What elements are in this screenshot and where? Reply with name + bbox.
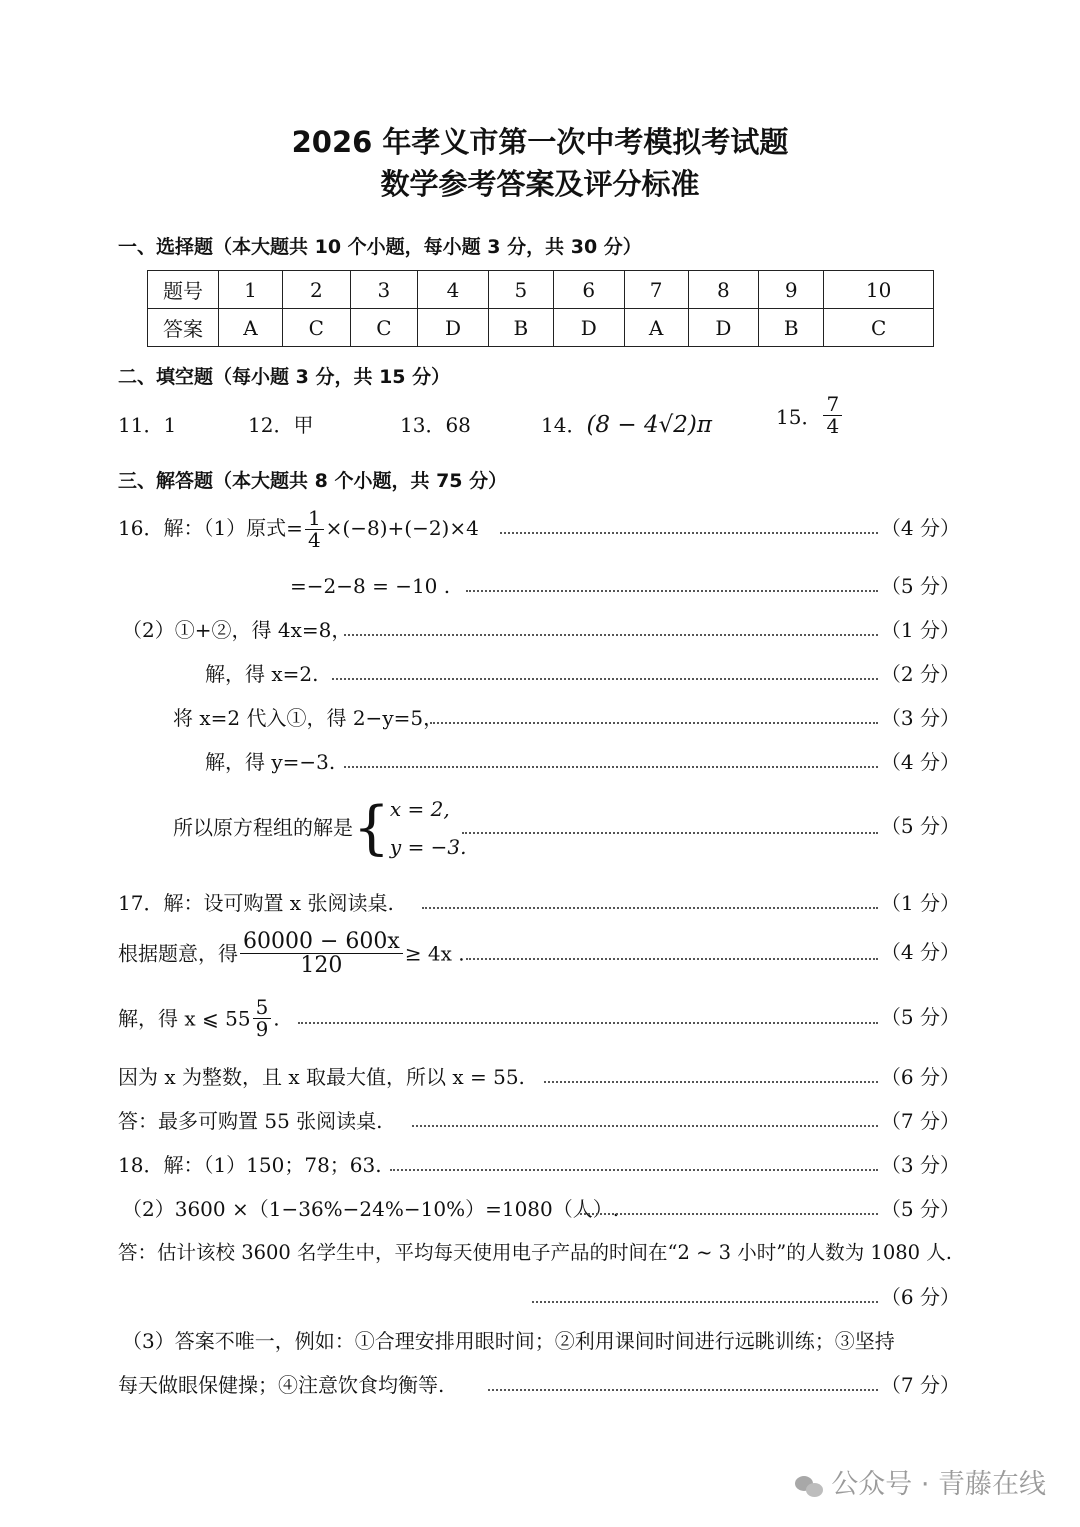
- answer-q12: 12．甲: [248, 413, 314, 437]
- page-subtitle: 数学参考答案及评分标准: [380, 167, 700, 201]
- table-cell: 5: [488, 271, 553, 309]
- score-label: （3 分）: [880, 1153, 960, 1177]
- solution-y: y = −3.: [389, 834, 467, 859]
- q17-line4-content: 因为 x 为整数，且 x 取最大值，所以 x = 55.: [118, 1065, 525, 1089]
- q18-line2-content: （2）3600 ×（1−36%−24%−10%）=1080（人）.: [122, 1197, 620, 1221]
- fraction-numerator: 1: [305, 508, 324, 530]
- page-title: 2026 年孝义市第一次中考模拟考试题: [291, 125, 789, 159]
- q18-line6-content: 每天做眼保健操；④注意饮食均衡等.: [118, 1373, 445, 1397]
- table-cell: B: [759, 309, 824, 347]
- score-label: （2 分）: [880, 662, 960, 686]
- leader-dots: [344, 766, 878, 768]
- solution-x: x = 2,: [389, 796, 450, 821]
- table-cell: 1: [219, 271, 283, 309]
- table-cell: 7: [624, 271, 688, 309]
- q16-line7: [0, 788, 1080, 864]
- q16-line3: [0, 612, 1080, 648]
- table-cell: 10: [824, 271, 934, 309]
- table-cell: C: [350, 309, 418, 347]
- q17-line3-content: [118, 988, 280, 1048]
- table-cell: 2: [283, 271, 351, 309]
- q18-line1-content: 18．解：（1）150；78；63.: [118, 1153, 382, 1177]
- table-cell: A: [624, 309, 688, 347]
- q16-line6: [0, 744, 1080, 780]
- section2-heading: 二、填空题（每小题 3 分，共 15 分）: [118, 366, 451, 388]
- q18-line1: [0, 1147, 1080, 1183]
- q18-line2: [0, 1191, 1080, 1227]
- q18-line5: [0, 1323, 1080, 1359]
- row-header-no: 题号: [148, 271, 219, 309]
- q17-line2: [0, 920, 1080, 984]
- fraction-denominator: 120: [300, 953, 343, 978]
- leader-dots: [390, 1169, 878, 1171]
- table-cell: 3: [350, 271, 418, 309]
- q16-line5-content: 将 x=2 代入①，得 2−y=5，: [173, 706, 444, 730]
- q16-line7-prefix: 所以原方程组的解是: [173, 815, 353, 840]
- leader-dots: [532, 1301, 878, 1303]
- score-label: （5 分）: [880, 1005, 960, 1029]
- q16-line4: [0, 656, 1080, 692]
- section3-heading: 三、解答题（本大题共 8 个小题，共 75 分）: [118, 470, 508, 492]
- q16-line1-prefix: 16．解：（1）原式=: [118, 516, 303, 540]
- leader-dots: [422, 907, 878, 909]
- q16-line5: [0, 700, 1080, 736]
- q18-line6: [0, 1367, 1080, 1403]
- q15-label: 15．: [776, 405, 822, 429]
- fraction-numerator: 5: [253, 997, 272, 1019]
- score-label: （4 分）: [880, 940, 960, 964]
- score-label: （7 分）: [880, 1373, 960, 1397]
- table-cell: B: [488, 309, 553, 347]
- q16-line1-content: [118, 506, 479, 551]
- score-label: （6 分）: [880, 1065, 960, 1089]
- section1-heading: 一、选择题（本大题共 10 个小题，每小题 3 分，共 30 分）: [118, 236, 642, 258]
- score-label: （4 分）: [880, 750, 960, 774]
- table-row-numbers: [148, 271, 934, 309]
- answer-q15: [776, 394, 844, 437]
- q17-line1-content: 17．解：设可购置 x 张阅读桌.: [118, 891, 394, 915]
- table-cell: C: [283, 309, 351, 347]
- score-label: （1 分）: [880, 891, 960, 915]
- score-label: （5 分）: [880, 1197, 960, 1221]
- table-cell: 6: [553, 271, 624, 309]
- table-cell: 8: [688, 271, 759, 309]
- table-cell: D: [553, 309, 624, 347]
- table-cell: 4: [418, 271, 489, 309]
- equation-system: [390, 790, 467, 866]
- q17-line2-suffix: ≥ 4x .: [404, 941, 465, 966]
- q16-fraction: [305, 508, 324, 551]
- q16-line1: [0, 506, 1080, 550]
- score-label: （6 分）: [880, 1285, 960, 1309]
- q17-line5-content: 答：最多可购置 55 张阅读桌.: [118, 1109, 383, 1133]
- q16-line6-content: 解，得 y=−3.: [205, 750, 336, 774]
- q17-line5: [0, 1103, 1080, 1139]
- leader-dots: [298, 1022, 878, 1024]
- score-label: （4 分）: [880, 516, 960, 540]
- q18-line4: [0, 1279, 1080, 1315]
- q16-line1-suffix: ×(−8)+(−2)×4: [325, 516, 479, 540]
- q17-line4: [0, 1059, 1080, 1095]
- q17-line1: [0, 885, 1080, 921]
- watermark-text: 公众号 · 青藤在线: [831, 1469, 1046, 1500]
- q16-line3-content: （2）①+②，得 4x=8，: [122, 618, 352, 642]
- q17-line2-content: [118, 920, 465, 986]
- table-cell: 9: [759, 271, 824, 309]
- q18-line3-content: 答：估计该校 3600 名学生中，平均每天使用电子产品的时间在“2 ~ 3 小时”的人数为 1080 人.: [118, 1241, 952, 1264]
- leader-dots: [344, 634, 878, 636]
- answer-table: [147, 270, 934, 347]
- wechat-icon: [795, 1474, 825, 1498]
- brace-icon: {: [353, 793, 390, 862]
- leader-dots: [466, 590, 878, 592]
- q16-line7-content: [173, 788, 467, 866]
- answer-q11: 11．1: [118, 413, 177, 437]
- q16-line4-content: 解，得 x=2.: [205, 662, 319, 686]
- leader-dots: [412, 1125, 878, 1127]
- watermark: [795, 1462, 1046, 1501]
- q14-label: 14．: [541, 413, 587, 437]
- score-label: （5 分）: [880, 814, 960, 838]
- q18-line3: [0, 1235, 1080, 1271]
- fraction-numerator: 7: [823, 394, 842, 416]
- table-cell: D: [418, 309, 489, 347]
- score-label: （1 分）: [880, 618, 960, 642]
- score-label: （3 分）: [880, 706, 960, 730]
- table-cell: C: [824, 309, 934, 347]
- leader-dots: [488, 1389, 878, 1391]
- q17-line3-suffix: .: [273, 1006, 280, 1031]
- row-header-ans: 答案: [148, 309, 219, 347]
- leader-dots: [466, 958, 878, 960]
- q17-mixed-fraction: [253, 997, 272, 1040]
- leader-dots: [332, 678, 878, 680]
- q16-line2-content: =−2−8 = −10 .: [290, 574, 451, 598]
- q16-line2: [0, 568, 1080, 604]
- fraction-denominator: 4: [307, 528, 321, 552]
- leader-dots: [580, 1213, 878, 1215]
- q17-line3: [0, 988, 1080, 1046]
- fraction-denominator: 4: [826, 414, 840, 438]
- table-row-answers: [148, 309, 934, 347]
- leader-dots: [544, 1081, 878, 1083]
- score-label: （7 分）: [880, 1109, 960, 1133]
- q15-fraction: [823, 394, 842, 437]
- q17-line3-prefix: 解，得 x ⩽ 55: [118, 1006, 251, 1031]
- leader-dots: [430, 722, 878, 724]
- table-cell: A: [219, 309, 283, 347]
- q18-line5-content: （3）答案不唯一，例如：①合理安排用眼时间；②利用课间时间进行远眺训练；③坚持: [122, 1329, 895, 1353]
- leader-dots: [462, 832, 878, 834]
- answer-q13: 13．68: [400, 413, 471, 437]
- q14-expression: (8 − 4√2)π: [586, 412, 712, 438]
- score-label: （5 分）: [880, 574, 960, 598]
- leader-dots: [500, 532, 878, 534]
- answer-q14: [541, 409, 712, 438]
- fraction-denominator: 9: [255, 1017, 269, 1041]
- table-cell: D: [688, 309, 759, 347]
- q17-fraction: [240, 930, 403, 977]
- fraction-numerator: 60000 − 600x: [240, 930, 403, 954]
- q17-line2-prefix: 根据题意，得: [118, 941, 238, 966]
